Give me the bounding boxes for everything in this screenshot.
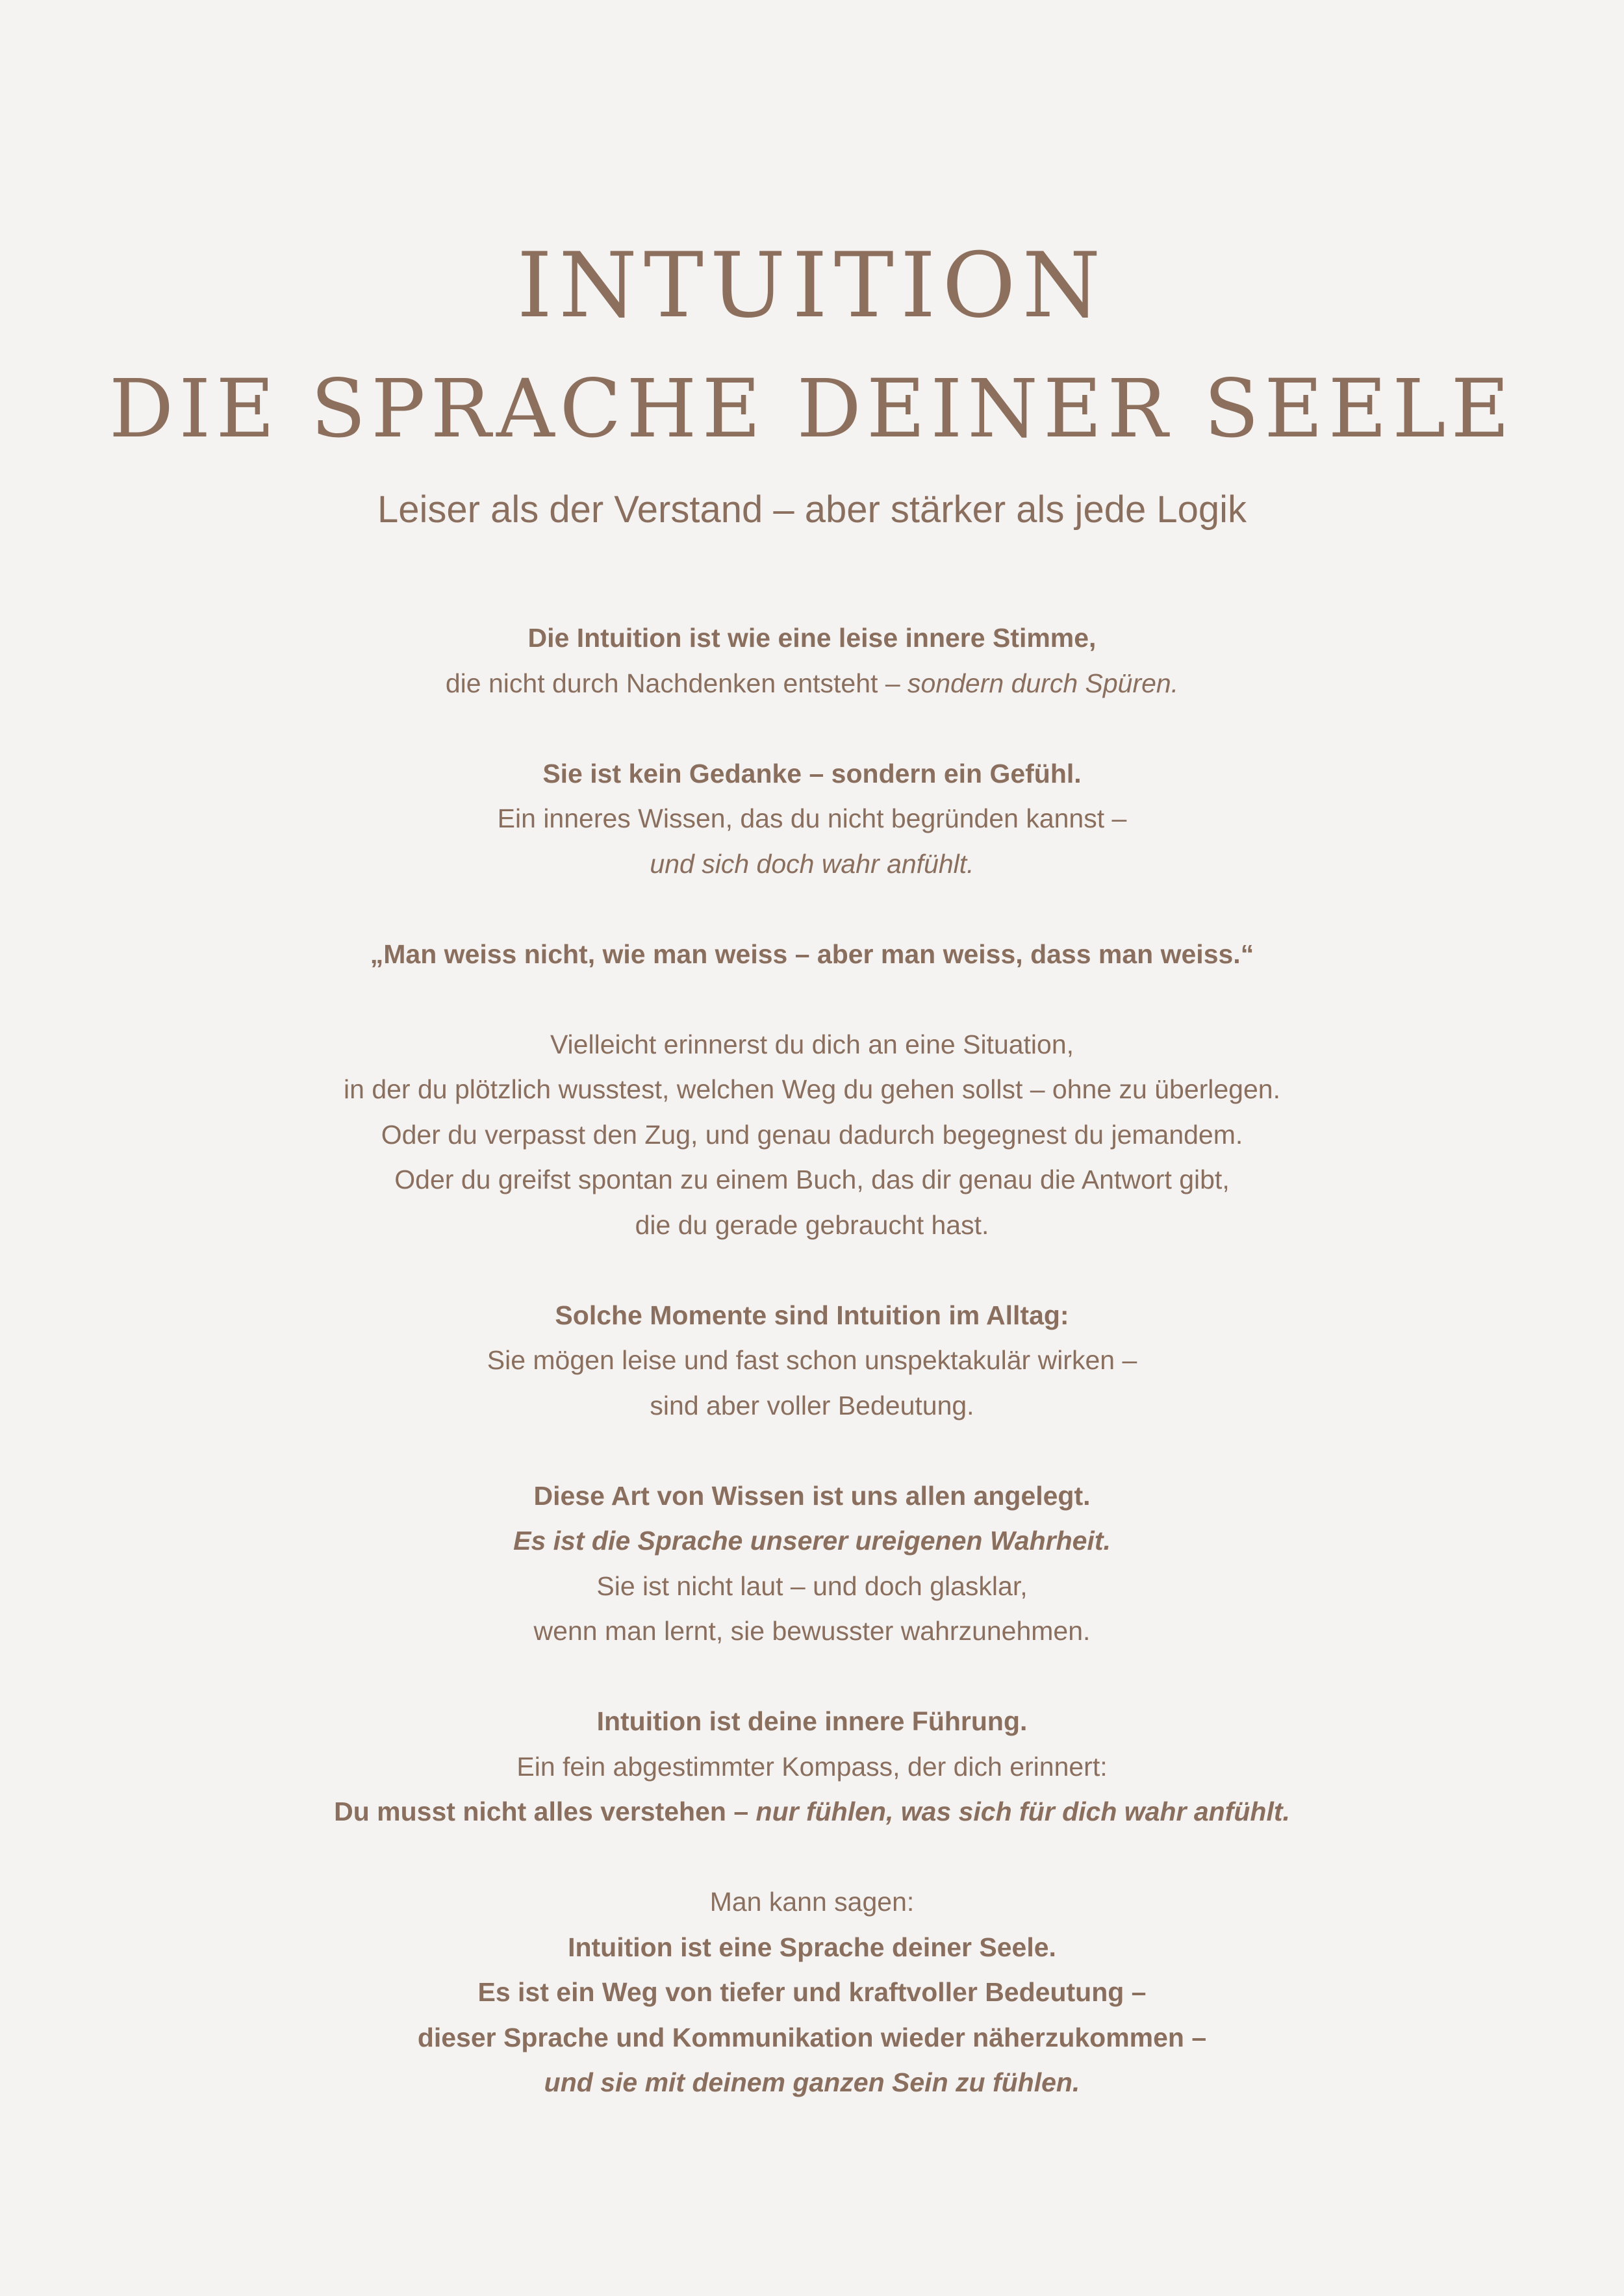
paragraph-4-line-5: die du gerade gebraucht hast.	[635, 1209, 989, 1240]
paragraph-3-quote: „Man weiss nicht, wie man weiss – aber man weiss, dass man weiss.“	[370, 939, 1254, 969]
paragraph-7-line-1: Intuition ist deine innere Führung.	[596, 1706, 1028, 1736]
paragraph-8-line-5: und sie mit deinem ganzen Sein zu fühlen.	[544, 2067, 1080, 2097]
paragraph-spacer	[0, 1248, 1624, 1293]
paragraph-2-line-2: Ein inneres Wissen, das du nicht begründen kannst –	[497, 803, 1127, 833]
paragraph-5-line-2: Sie mögen leise und fast schon unspektakulär wirken –	[487, 1345, 1137, 1375]
paragraph-spacer	[0, 977, 1624, 1022]
paragraph-spacer	[0, 1428, 1624, 1474]
paragraph-spacer	[0, 706, 1624, 751]
paragraph-spacer	[0, 1835, 1624, 1880]
paragraph-6-line-2: Es ist die Sprache unserer ureigenen Wahrheit.	[513, 1526, 1111, 1556]
paragraph-1-line-2	[0, 661, 1624, 707]
paragraph-6-line-4: wenn man lernt, sie bewusster wahrzunehmen.	[533, 1616, 1091, 1646]
paragraph-8-line-3: Es ist ein Weg von tiefer und kraftvoller Bedeutung –	[477, 1977, 1147, 2007]
paragraph-2-line-3: und sich doch wahr anfühlt.	[650, 848, 974, 879]
paragraph-1-line-2-text: die nicht durch Nachdenken entsteht –	[445, 668, 908, 698]
paragraph-1-line-1: Die Intuition ist wie eine leise innere Stimme,	[527, 623, 1097, 653]
paragraph-7-line-3-emphasis: nur fühlen, was sich für dich wahr anfühlt.	[755, 1797, 1290, 1826]
paragraph-5-line-3: sind aber voller Bedeutung.	[650, 1390, 974, 1420]
paragraph-8-line-2: Intuition ist eine Sprache deiner Seele.	[568, 1932, 1056, 1962]
paragraph-4-line-4: Oder du greifst spontan zu einem Buch, das dir genau die Antwort gibt,	[394, 1165, 1230, 1194]
paragraph-5-line-1: Solche Momente sind Intuition im Alltag:	[555, 1300, 1069, 1330]
paragraph-8-line-4: dieser Sprache und Kommunikation wieder näherzukommen –	[417, 2022, 1207, 2052]
page-subtitle: Leiser als der Verstand – aber stärker als jede Logik	[377, 488, 1247, 531]
paragraph-6-line-1: Diese Art von Wissen ist uns allen angelegt.	[533, 1480, 1091, 1511]
paragraph-2-line-1: Sie ist kein Gedanke – sondern ein Gefühl.	[542, 758, 1082, 788]
paragraph-7-line-3	[0, 1789, 1624, 1835]
paragraph-4-line-1: Vielleicht erinnerst du dich an eine Situation,	[550, 1029, 1074, 1059]
paragraph-4-line-3: Oder du verpasst den Zug, und genau dadurch begegnest du jemandem.	[381, 1119, 1243, 1150]
body-text	[0, 616, 1624, 2106]
paragraph-spacer	[0, 1654, 1624, 1700]
page-title-line-2: DIE SPRACHE DEINER SEELE	[108, 362, 1516, 456]
paragraph-7-line-3-text: Du musst nicht alles verstehen –	[334, 1797, 756, 1826]
paragraph-1-line-2-emphasis: sondern durch Spüren.	[907, 668, 1179, 698]
paragraph-7-line-2: Ein fein abgestimmter Kompass, der dich erinnert:	[516, 1751, 1108, 1782]
paragraph-8-line-1: Man kann sagen:	[709, 1887, 915, 1917]
paragraph-spacer	[0, 887, 1624, 932]
paragraph-4-line-2: in der du plötzlich wusstest, welchen Weg du gehen sollst – ohne zu überlegen.	[344, 1074, 1280, 1104]
paragraph-6-line-3: Sie ist nicht laut – und doch glasklar,	[596, 1571, 1028, 1601]
page-title-line-1: INTUITION	[516, 233, 1108, 338]
